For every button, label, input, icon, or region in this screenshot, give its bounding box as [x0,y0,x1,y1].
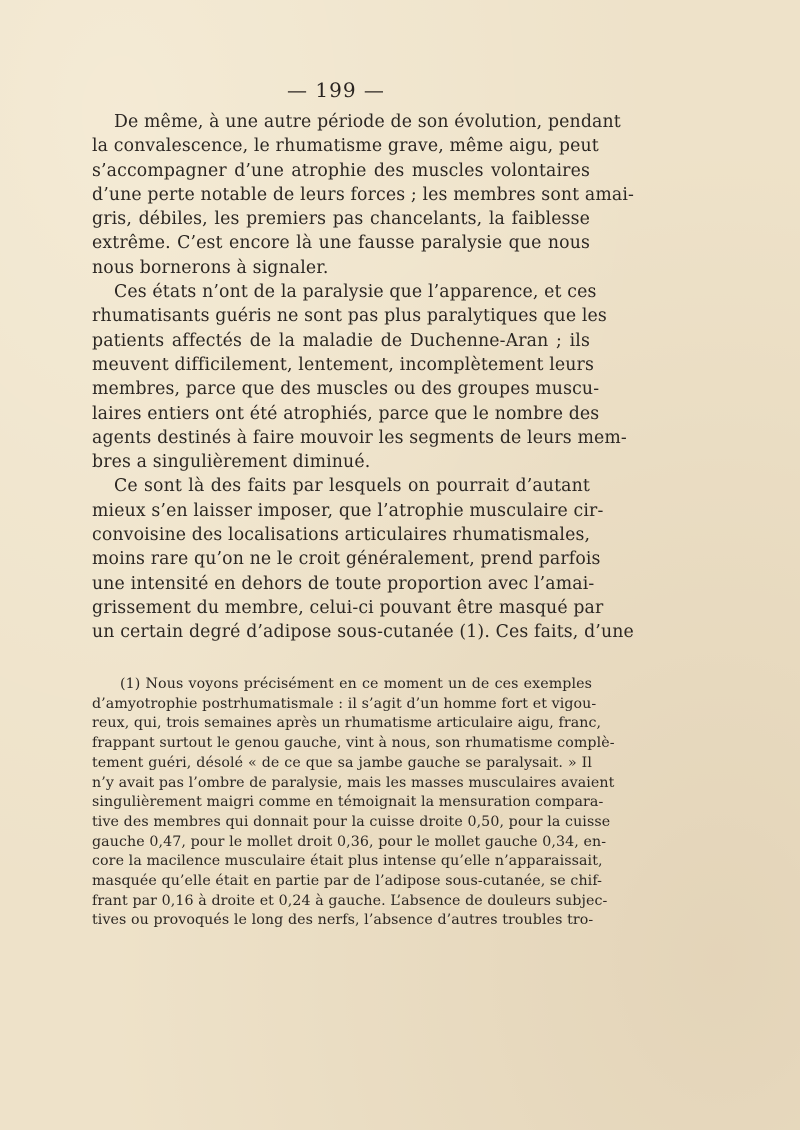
footnote-line: singulièrement maigri comme en témoignait la mensuration compara- [92,794,604,811]
footnote-line: frappant surtout le genou gauche, vint à nous, son rhumatisme complè- [92,735,615,752]
footnote [92,675,615,931]
text-line: un certain degré d’adipose sous-cutanée (1). Ces faits, d’une [92,622,634,643]
text-line: patients affectés de la maladie de Duchenne-Aran ; ils [92,330,590,351]
footnote-line: (1) Nous voyons précisément en ce moment un de ces exemples [120,676,592,692]
text-line: s’accompagner d’une atrophie des muscles volontaires [92,160,590,181]
footnote-line: gauche 0,47, pour le mollet droit 0,36, pour le mollet gauche 0,34, en- [92,833,607,850]
text-line: rhumatisants guéris ne sont pas plus paralytiques que les [92,306,607,327]
text-line: une intensité en dehors de toute proportion avec l’amai- [92,573,595,594]
footnote-line: frant par 0,16 à droite et 0,24 à gauche. L’absence de douleurs subjec- [92,892,608,909]
text-line: convoisine des localisations articulaires rhumatismales, [92,525,591,546]
text-line: Ce sont là des faits par lesquels on pourrait d’autant [114,476,590,497]
text-line: bres a singulièrement diminué. [92,452,371,473]
text-line: moins rare qu’on ne le croit généralement, prend parfois [92,549,601,570]
footnote-line: tives ou provoqués le long des nerfs, l’absence d’autres troubles tro- [92,912,594,929]
text-line: la convalescence, le rhumatisme grave, même aigu, peut [92,136,599,157]
footnote-line: masquée qu’elle était en partie par de l’adipose sous-cutanée, se chif- [92,873,603,890]
text-line: mieux s’en laisser imposer, que l’atrophie musculaire cir- [92,500,604,521]
footnote-line: tement guéri, désolé « de ce que sa jambe gauche se paralysait. » Il [92,754,592,771]
footnote-line: reux, qui, trois semaines après un rhumatisme articulaire aigu, franc, [92,715,602,732]
text-line: nous bornerons à signaler. [92,257,329,278]
footnote-line: n’y avait pas l’ombre de paralysie, mais les masses musculaires avaient [92,774,615,791]
text-line: meuvent difficilement, lentement, incomplètement leurs [92,354,594,375]
text-line: extrême. C’est encore là une fausse paralysie que nous [92,233,590,254]
footnote-line: d’amyotrophie postrhumatismale : il s’agit d’un homme fort et vigou- [92,695,597,712]
text-line: agents destinés à faire mouvoir les segments de leurs mem- [92,427,627,448]
main-text [92,110,635,645]
text-line: gris, débiles, les premiers pas chancelants, la faiblesse [92,209,590,230]
text-line: laires entiers ont été atrophiés, parce que le nombre des [92,403,600,424]
text-line: grissement du membre, celui-ci pouvant être masqué par [92,597,604,618]
footnote-line: core la macilence musculaire était plus intense qu’elle n’apparaissait, [92,853,603,870]
footnote-line: tive des membres qui donnait pour la cuisse droite 0,50, pour la cuisse [92,813,611,830]
text-line: Ces états n’ont de la paralysie que l’apparence, et ces [114,282,597,303]
text-line: membres, parce que des muscles ou des groupes muscu- [92,379,600,400]
text-line: De même, à une autre période de son évolution, pendant [114,112,621,132]
text-line: d’une perte notable de leurs forces ; les membres sont amai- [92,184,635,205]
page-number: — 199 — [287,78,385,102]
